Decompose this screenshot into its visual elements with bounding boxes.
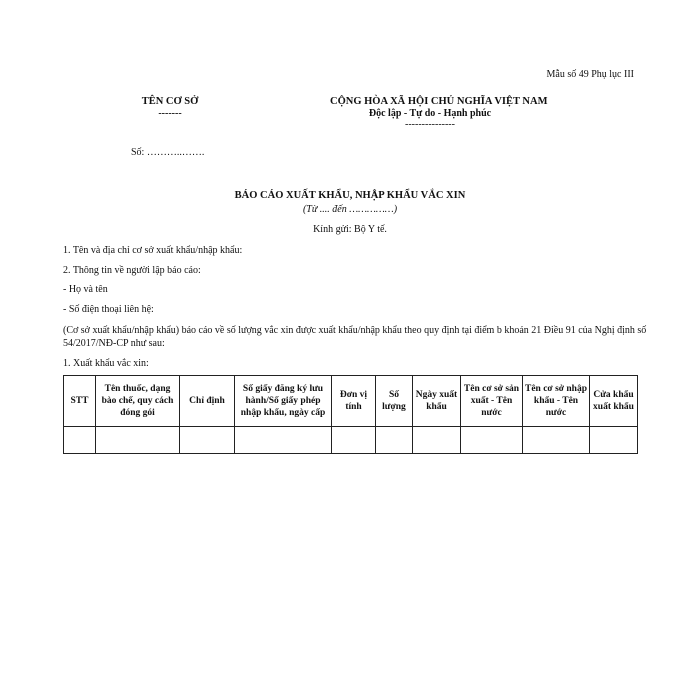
item-reporter-phone: - Số điện thoại liên hệ: — [63, 304, 154, 315]
col-header-license: Số giấy đăng ký lưu hành/Số giấy phép nhập khẩu, ngày cấp — [235, 376, 332, 427]
table-cell — [523, 427, 590, 454]
table-cell — [180, 427, 235, 454]
col-header-stt: STT — [64, 376, 96, 427]
table-cell — [64, 427, 96, 454]
table-cell — [96, 427, 180, 454]
document-number: Số: ………..……. — [131, 147, 205, 158]
facility-name-label: TÊN CƠ SỞ — [141, 96, 199, 107]
facility-underline: ------- — [158, 108, 182, 119]
section-export-heading: 1. Xuất khẩu vắc xin: — [63, 358, 149, 369]
nation-name: CỘNG HÒA XÃ HỘI CHỦ NGHĨA VIỆT NAM — [330, 96, 548, 107]
col-header-quantity: Số lượng — [376, 376, 413, 427]
national-header — [330, 96, 548, 130]
item-facility-info: 1. Tên và địa chỉ cơ sở xuất khẩu/nhập khẩu: — [63, 245, 243, 256]
table-cell — [590, 427, 638, 454]
item-reporter-info: 2. Thông tin về người lập báo cáo: — [63, 265, 201, 276]
document-title: BÁO CÁO XUẤT KHẨU, NHẬP KHẨU VẮC XIN — [234, 190, 466, 201]
col-header-unit: Đơn vị tính — [332, 376, 376, 427]
table-cell — [235, 427, 332, 454]
table-cell — [376, 427, 413, 454]
col-header-indication: Chỉ định — [180, 376, 235, 427]
col-header-export-date: Ngày xuất khẩu — [413, 376, 461, 427]
report-period: (Từ .... đến ……………) — [302, 204, 398, 215]
national-motto: Độc lập - Tự do - Hạnh phúc — [368, 108, 492, 119]
table-row — [64, 427, 638, 454]
form-code: Mẫu số 49 Phụ lục III — [546, 69, 634, 80]
intro-paragraph: (Cơ sở xuất khẩu/nhập khẩu) báo cáo về số lượng vắc xin được xuất khẩu/nhập khẩu theo quy định tại điểm b khoản 21 Điều 91 của Nghị định số 54/2017/NĐ-CP như sau: — [63, 325, 647, 349]
export-table — [63, 375, 638, 454]
col-header-importer: Tên cơ sở nhập khẩu - Tên nước — [523, 376, 590, 427]
table-header-row — [64, 376, 638, 427]
table-cell — [461, 427, 523, 454]
col-header-manufacturer: Tên cơ sở sản xuất - Tên nước — [461, 376, 523, 427]
item-reporter-name: - Họ và tên — [63, 284, 108, 295]
col-header-border-gate: Cửa khẩu xuất khẩu — [590, 376, 638, 427]
motto-underline: --------------- — [405, 119, 455, 130]
facility-header — [120, 96, 220, 119]
recipient-line: Kính gửi: Bộ Y tế. — [313, 224, 387, 235]
col-header-product: Tên thuốc, dạng bào chế, quy cách đóng gói — [96, 376, 180, 427]
table-cell — [413, 427, 461, 454]
table-cell — [332, 427, 376, 454]
